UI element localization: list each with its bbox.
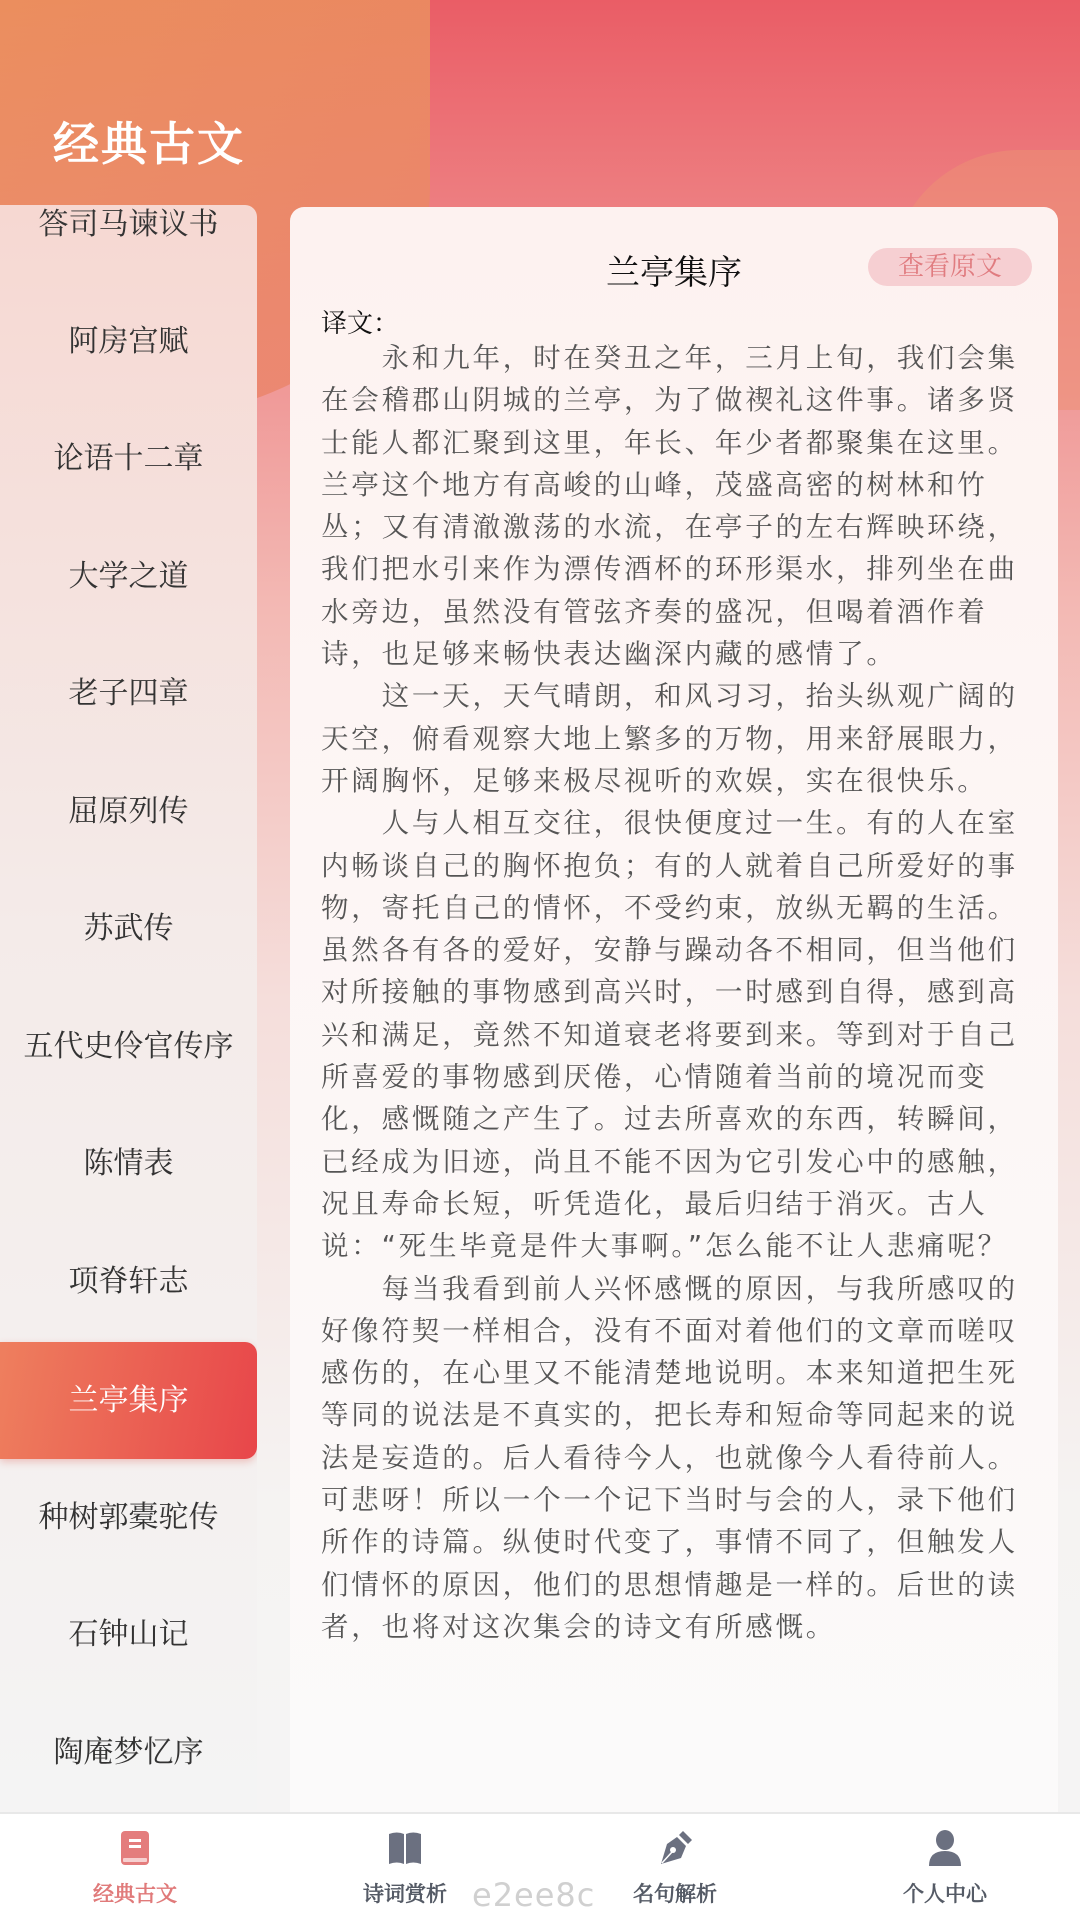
sidebar-item[interactable]: 大学之道	[68, 558, 189, 594]
sidebar-item[interactable]: 论语十二章	[53, 440, 204, 476]
tab-label: 经典古文	[93, 1882, 177, 1906]
pen-nib-icon	[655, 1828, 695, 1868]
article-card[interactable]	[290, 207, 1058, 1812]
sidebar-item[interactable]: 陈情表	[83, 1145, 174, 1181]
tab-profile[interactable]	[810, 1814, 1080, 1920]
sidebar-item[interactable]: 项脊轩志	[68, 1263, 189, 1299]
article-title: 兰亭集序	[606, 253, 742, 293]
sidebar-item[interactable]: 陶庵梦忆序	[53, 1734, 204, 1770]
tab-label: 诗词赏析	[363, 1882, 447, 1906]
tab-label: 个人中心	[903, 1882, 987, 1906]
tab-classical-texts[interactable]	[0, 1814, 270, 1920]
sidebar-item[interactable]: 屈原列传	[68, 793, 189, 829]
sidebar-item[interactable]: 种树郭橐驼传	[38, 1499, 219, 1535]
paragraph: 每当我看到前人兴怀感慨的原因，与我所感叹的好像符契一样相合，没有不面对着他们的文章而嗟叹感伤的，在心里又不能清楚地说明。本来知道把生死等同的说法是不真实的，把长寿和短命等同起来的说法是妄造的。后人看待今人，也就像今人看待前人。可悲呀！所以一个一个记下当时与会的人，录下他们所作的诗篇。纵使时代变了，事情不同了，但触发人们情怀的原因，他们的思想情趣是一样的。后世的读者，也将对这次集会的诗文有所感慨。	[321, 1272, 1018, 1643]
sidebar-item[interactable]: 苏武传	[83, 910, 174, 946]
article-list-sidebar[interactable]	[0, 205, 257, 1810]
user-icon	[925, 1828, 965, 1868]
watermark: e2ee8c	[472, 1876, 596, 1914]
sidebar-item[interactable]: 五代史伶官传序	[23, 1028, 234, 1064]
sidebar-item[interactable]: 答司马谏议书	[38, 206, 219, 242]
paragraph: 永和九年，时在癸丑之年，三月上旬，我们会集在会稽郡山阴城的兰亭，为了做禊礼这件事。诸多贤士能人都汇聚到这里，年长、年少者都聚集在这里。兰亭这个地方有高峻的山峰，茂盛高密的树林和竹丛；又有清澈激荡的水流，在亭子的左右辉映环绕，我们把水引来作为漂传酒杯的环形渠水，排列坐在曲水旁边，虽然没有管弦齐奏的盛况，但喝着酒作着诗，也足够来畅快表达幽深内藏的感情了。	[321, 342, 1018, 671]
tab-label: 名句解析	[633, 1882, 717, 1906]
book-icon	[115, 1828, 155, 1868]
translation-text	[321, 337, 1021, 1648]
page-title: 经典古文	[53, 117, 245, 171]
sidebar-item[interactable]: 阿房宫赋	[68, 323, 189, 359]
view-original-button[interactable]: 查看原文	[868, 248, 1032, 286]
sidebar-item[interactable]: 石钟山记	[68, 1616, 189, 1652]
sidebar-item-active[interactable]: 兰亭集序	[0, 1342, 257, 1459]
sidebar-item[interactable]: 老子四章	[68, 675, 189, 711]
paragraph: 这一天，天气晴朗，和风习习，抬头纵观广阔的天空，俯看观察大地上繁多的万物，用来舒展眼力，开阔胸怀，足够来极尽视听的欢娱，实在很快乐。	[321, 680, 1018, 797]
translation-label: 译文：	[321, 309, 400, 339]
paragraph: 人与人相互交往，很快便度过一生。有的人在室内畅谈自己的胸怀抱负；有的人就着自己所爱好的事物，寄托自己的情怀，不受约束，放纵无羁的生活。虽然各有各的爱好，安静与躁动各不相同，但当他们对所接触的事物感到高兴时，一时感到自得，感到高兴和满足，竟然不知道衰老将要到来。等到对于自己所喜爱的事物感到厌倦，心情随着当前的境况而变化，感慨随之产生了。过去所喜欢的东西，转瞬间，已经成为旧迹，尚且不能不因为它引发心中的感触，况且寿命长短，听凭造化，最后归结于消灭。古人说：“死生毕竟是件大事啊。”怎么能不让人悲痛呢？	[321, 807, 1018, 1263]
open-book-icon	[385, 1828, 425, 1868]
